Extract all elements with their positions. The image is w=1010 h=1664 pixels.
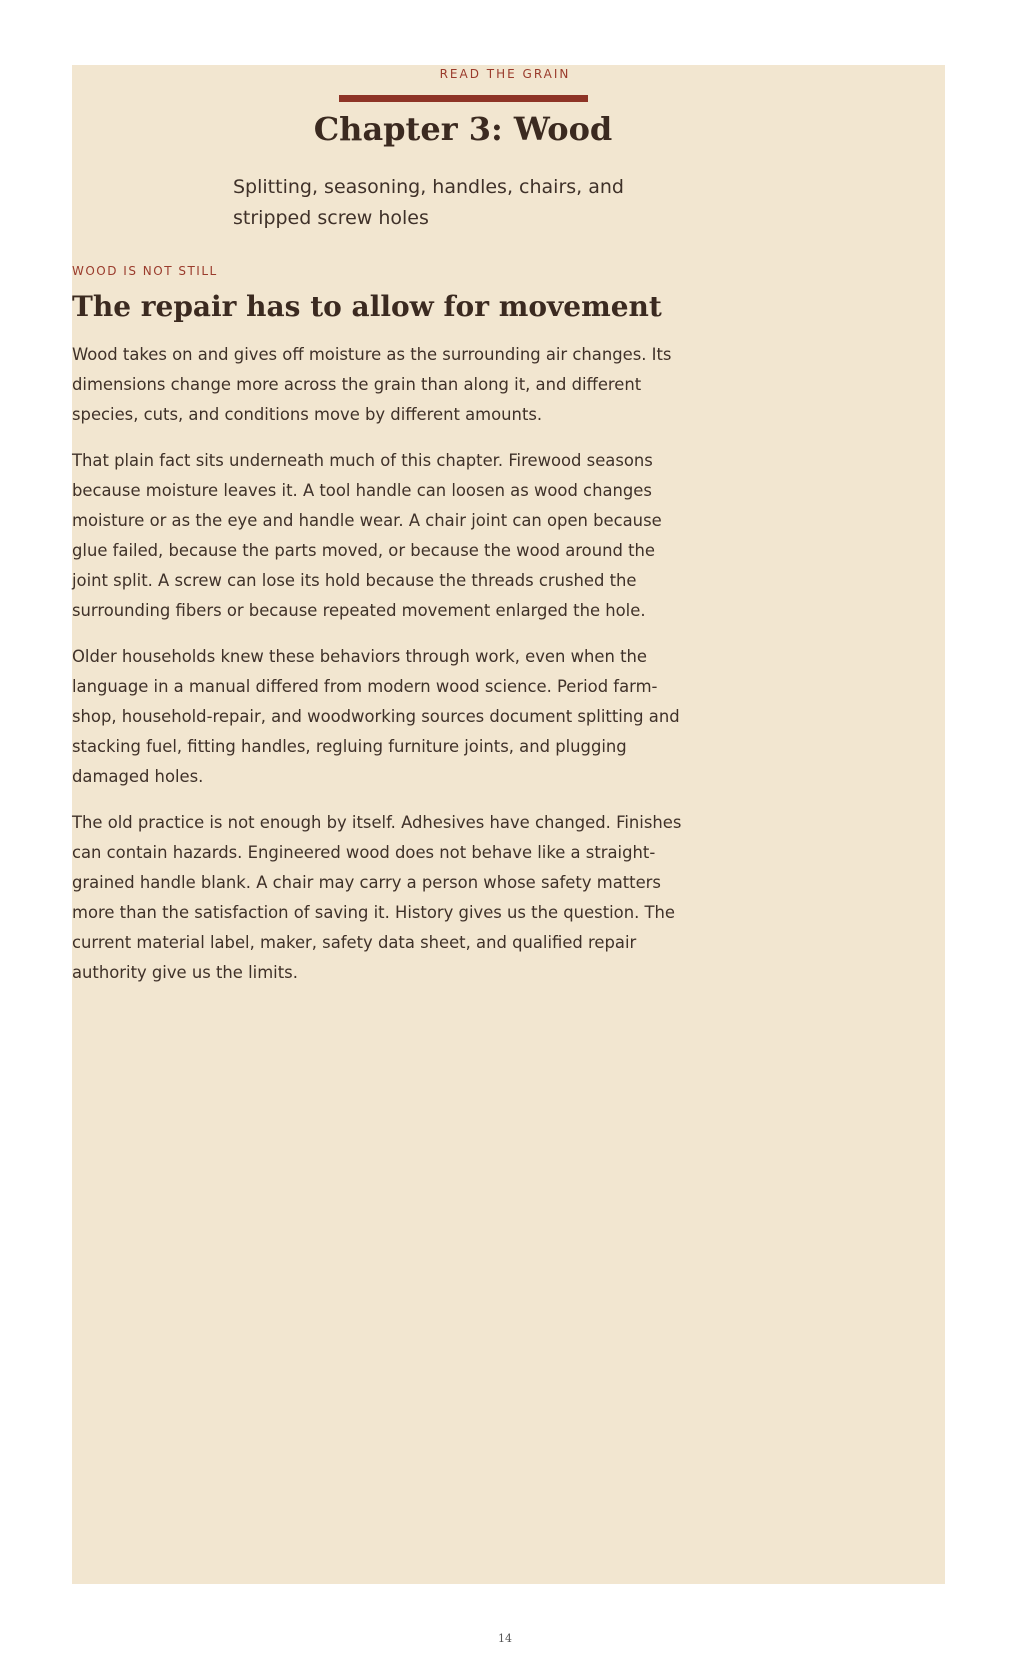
chapter-title: Chapter 3: Wood (313, 110, 613, 148)
body-paragraph: Wood takes on and gives off moisture as the surrounding air changes. Its dimensions change more across the grain than along it, and different species, cuts, and conditions move by different amounts. (72, 345, 672, 424)
section-kicker: WOOD IS NOT STILL (72, 264, 218, 278)
body-paragraph: That plain fact sits underneath much of this chapter. Firewood seasons because moisture leaves it. A tool handle can loosen as wood changes moisture or as the eye and handle wear. A chair joint can open because glue failed, because the parts moved, or because the wood around the joint split. A screw can lose its hold because the threads crushed the surrounding fibers or because repeated movement enlarged the hole. (72, 451, 662, 620)
chapter-subtitle: Splitting, seasoning, handles, chairs, and stripped screw holes (233, 176, 624, 229)
title-rule (339, 95, 588, 102)
section-body (72, 340, 682, 1004)
body-paragraph: The old practice is not enough by itself. Adhesives have changed. Finishes can contain hazards. Engineered wood does not behave like a straight-grained handle blank. A chair may carry a person whose safety matters more than the satisfaction of saving it. History gives us the question. The current material label, maker, safety data sheet, and qualified repair authority give us the limits. (72, 813, 682, 982)
section-heading: The repair has to allow for movement (72, 290, 662, 323)
body-paragraph: Older households knew these behaviors through work, even when the language in a manual differed from modern wood science. Period farm-shop, household-repair, and woodworking sources document splitting and stacking fuel, fitting handles, regluing furniture joints, and plugging damaged holes. (72, 647, 680, 786)
page-number: 14 (498, 1632, 512, 1645)
chapter-kicker: READ THE GRAIN (439, 67, 571, 81)
